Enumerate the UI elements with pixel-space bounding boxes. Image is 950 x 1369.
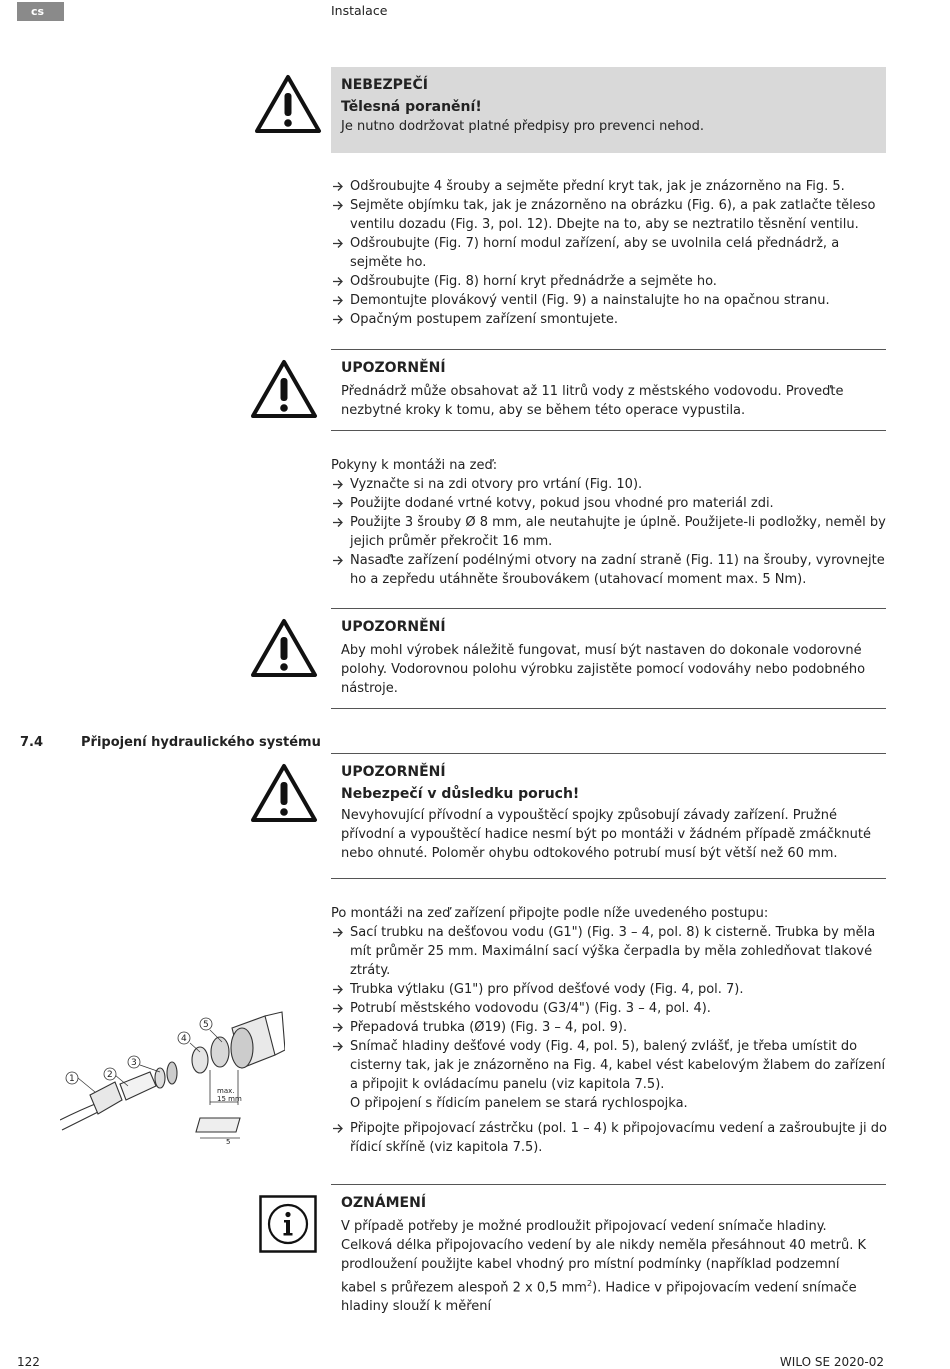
section-number: 7.4 <box>20 735 44 750</box>
danger-text: Je nutno dodržovat platné předpisy pro prevenci nehod. <box>341 119 704 134</box>
notice-text: Nevyhovující přívodní a vypouštěcí spojky způsobují závady zařízení. Pružné přívodní a vypouštěcí hadice nesmí být po montáži v žádném případě zmáčknuté nebo ohnuté. Poloměr ohybu odtokového potrubí musí být větší než 60 mm. <box>341 808 871 861</box>
info-text: V případě potřeby je možné prodloužit připojovací vedení snímače hladiny. Celková délka připojovacího vedení by ale nikdy neměla přesáhnout 40 metrů. K prodloužení použijte kabel vhodný pro místní podmínky (například podzemní kabel s průřezem alespoň 2 x 0,5 $mm^2$). Hadice v připojovacím vedení snímače hladiny slouží k měření <box>341 1219 867 1315</box>
list-item: Potrubí městského vodovodu (G3/4") (Fig. 3 – 4, pol. 4). <box>331 999 891 1018</box>
mounting-steps <box>331 475 891 589</box>
connection-intro: Po montáži na zeď zařízení připojte podle níže uvedeného postupu: <box>331 906 769 921</box>
dimension-label: max. 15 mm <box>217 1087 242 1103</box>
notice-text: Aby mohl výrobek náležitě fungovat, musí být nastaven do dokonale vodorovné polohy. Vodorovnou polohu výrobku zajistěte pomocí vodováhy nebo podobného nástroje. <box>341 643 866 696</box>
arrow-right-icon <box>331 513 345 532</box>
mounting-intro: Pokyny k montáži na zeď: <box>331 458 498 473</box>
arrow-right-icon <box>331 999 345 1018</box>
list-item: Připojte připojovací zástrčku (pol. 1 – 4) k připojovacímu vedení a zašroubujte ji do řídicí skříně (viz kapitola 7.5). <box>331 1119 891 1157</box>
list-item: Odšroubujte 4 šrouby a sejměte přední kryt tak, jak je znázorněno na Fig. 5. <box>331 177 891 196</box>
arrow-right-icon <box>331 475 345 494</box>
arrow-right-icon <box>331 177 345 196</box>
list-item: Snímač hladiny dešťové vody (Fig. 4, pol. 5), balený zvlášť, je třeba umístit do cisterny tak, jak je znázorněno na Fig. 4, kabel vést kabelovým žlabem do zařízení a připojit k ovládacímu panelu (viz kapitola 7.5). <box>331 1037 891 1094</box>
figure-label: 2 <box>107 1070 113 1080</box>
list-item: Demontujte plovákový ventil (Fig. 9) a nainstalujte ho na opačnou stranu. <box>331 291 891 310</box>
notice-subtitle: Nebezpečí v důsledku poruch! <box>341 786 580 802</box>
arrow-right-icon <box>331 291 345 310</box>
figure-label: 5 <box>203 1020 209 1030</box>
info-title: OZNÁMENÍ <box>341 1195 427 1211</box>
section-title: Připojení hydraulického systému <box>81 735 321 750</box>
connector-figure <box>60 1010 285 1145</box>
arrow-right-icon <box>331 1119 345 1138</box>
dimension-small-label: 5 <box>226 1138 231 1145</box>
notice-box <box>331 608 886 709</box>
disassembly-steps <box>331 177 891 329</box>
notice-box <box>331 753 886 879</box>
arrow-right-icon <box>331 923 345 942</box>
danger-subtitle: Tělesná poranění! <box>341 99 482 115</box>
notice-title: UPOZORNĚNÍ <box>341 764 446 780</box>
notice-title: UPOZORNĚNÍ <box>341 360 446 376</box>
list-item: Opačným postupem zařízení smontujete. <box>331 310 891 329</box>
note-line: O připojení s řídicím panelem se stará rychlospojka. <box>350 1096 688 1111</box>
danger-title: NEBEZPEČÍ <box>341 77 428 93</box>
info-box <box>331 1184 886 1315</box>
list-item: Sací trubku na dešťovou vodu (G1") (Fig. 3 – 4, pol. 8) k cisterně. Trubka by měla mít průměr 25 mm. Maximální sací výška čerpadla by měla zohledňovat tlakové ztráty. <box>331 923 891 980</box>
list-item: Odšroubujte (Fig. 7) horní modul zařízení, aby se uvolnila celá přednádrž, a sejměte ho. <box>331 234 891 272</box>
list-item: Nasaďte zařízení podélnými otvory na zadní straně (Fig. 11) na šrouby, vyrovnejte ho a zepředu utáhněte šroubovákem (utahovací moment max. 5 Nm). <box>331 551 891 589</box>
figure-label: 1 <box>69 1074 75 1084</box>
arrow-right-icon <box>331 196 345 215</box>
arrow-right-icon <box>331 1018 345 1037</box>
danger-box <box>331 67 886 153</box>
notice-box <box>331 349 886 431</box>
arrow-right-icon <box>331 980 345 999</box>
info-icon <box>259 1195 317 1253</box>
arrow-right-icon <box>331 1037 345 1056</box>
list-item: Odšroubujte (Fig. 8) horní kryt přednádrže a sejměte ho. <box>331 272 891 291</box>
arrow-right-icon <box>331 551 345 570</box>
arrow-right-icon <box>331 310 345 329</box>
warning-triangle-icon <box>249 617 319 679</box>
warning-triangle-icon <box>249 762 319 824</box>
list-item: Použijte dodané vrtné kotvy, pokud jsou vhodné pro materiál zdi. <box>331 494 891 513</box>
header-title: Instalace <box>331 3 388 18</box>
warning-triangle-icon <box>253 73 323 135</box>
arrow-right-icon <box>331 234 345 253</box>
list-item: Vyznačte si na zdi otvory pro vrtání (Fig. 10). <box>331 475 891 494</box>
language-tag: cs <box>17 2 64 21</box>
list-item: Přepadová trubka (Ø19) (Fig. 3 – 4, pol. 9). <box>331 1018 891 1037</box>
list-item: Použijte 3 šrouby Ø 8 mm, ale neutahujte je úplně. Použijete-li podložky, neměl by jejich průměr překročit 16 mm. <box>331 513 891 551</box>
figure-label: 3 <box>131 1058 137 1068</box>
list-item: Trubka výtlaku (G1") pro přívod dešťové vody (Fig. 4, pol. 7). <box>331 980 891 999</box>
notice-title: UPOZORNĚNÍ <box>341 619 446 635</box>
warning-triangle-icon <box>249 358 319 420</box>
arrow-right-icon <box>331 272 345 291</box>
figure-label: 4 <box>181 1034 187 1044</box>
arrow-right-icon <box>331 494 345 513</box>
connection-steps <box>331 923 891 1157</box>
document-id: WILO SE 2020-02 <box>779 1355 884 1369</box>
page-number: 122 <box>17 1355 40 1369</box>
list-item: Sejměte objímku tak, jak je znázorněno na obrázku (Fig. 6), a pak zatlačte těleso ventilu dozadu (Fig. 3, pol. 12). Dbejte na to, aby se neztratilo těsnění ventilu. <box>331 196 891 234</box>
notice-text: Přednádrž může obsahovat až 11 litrů vody z městského vodovodu. Proveďte nezbytné kroky k tomu, aby se během této operace vypustila. <box>341 384 844 418</box>
